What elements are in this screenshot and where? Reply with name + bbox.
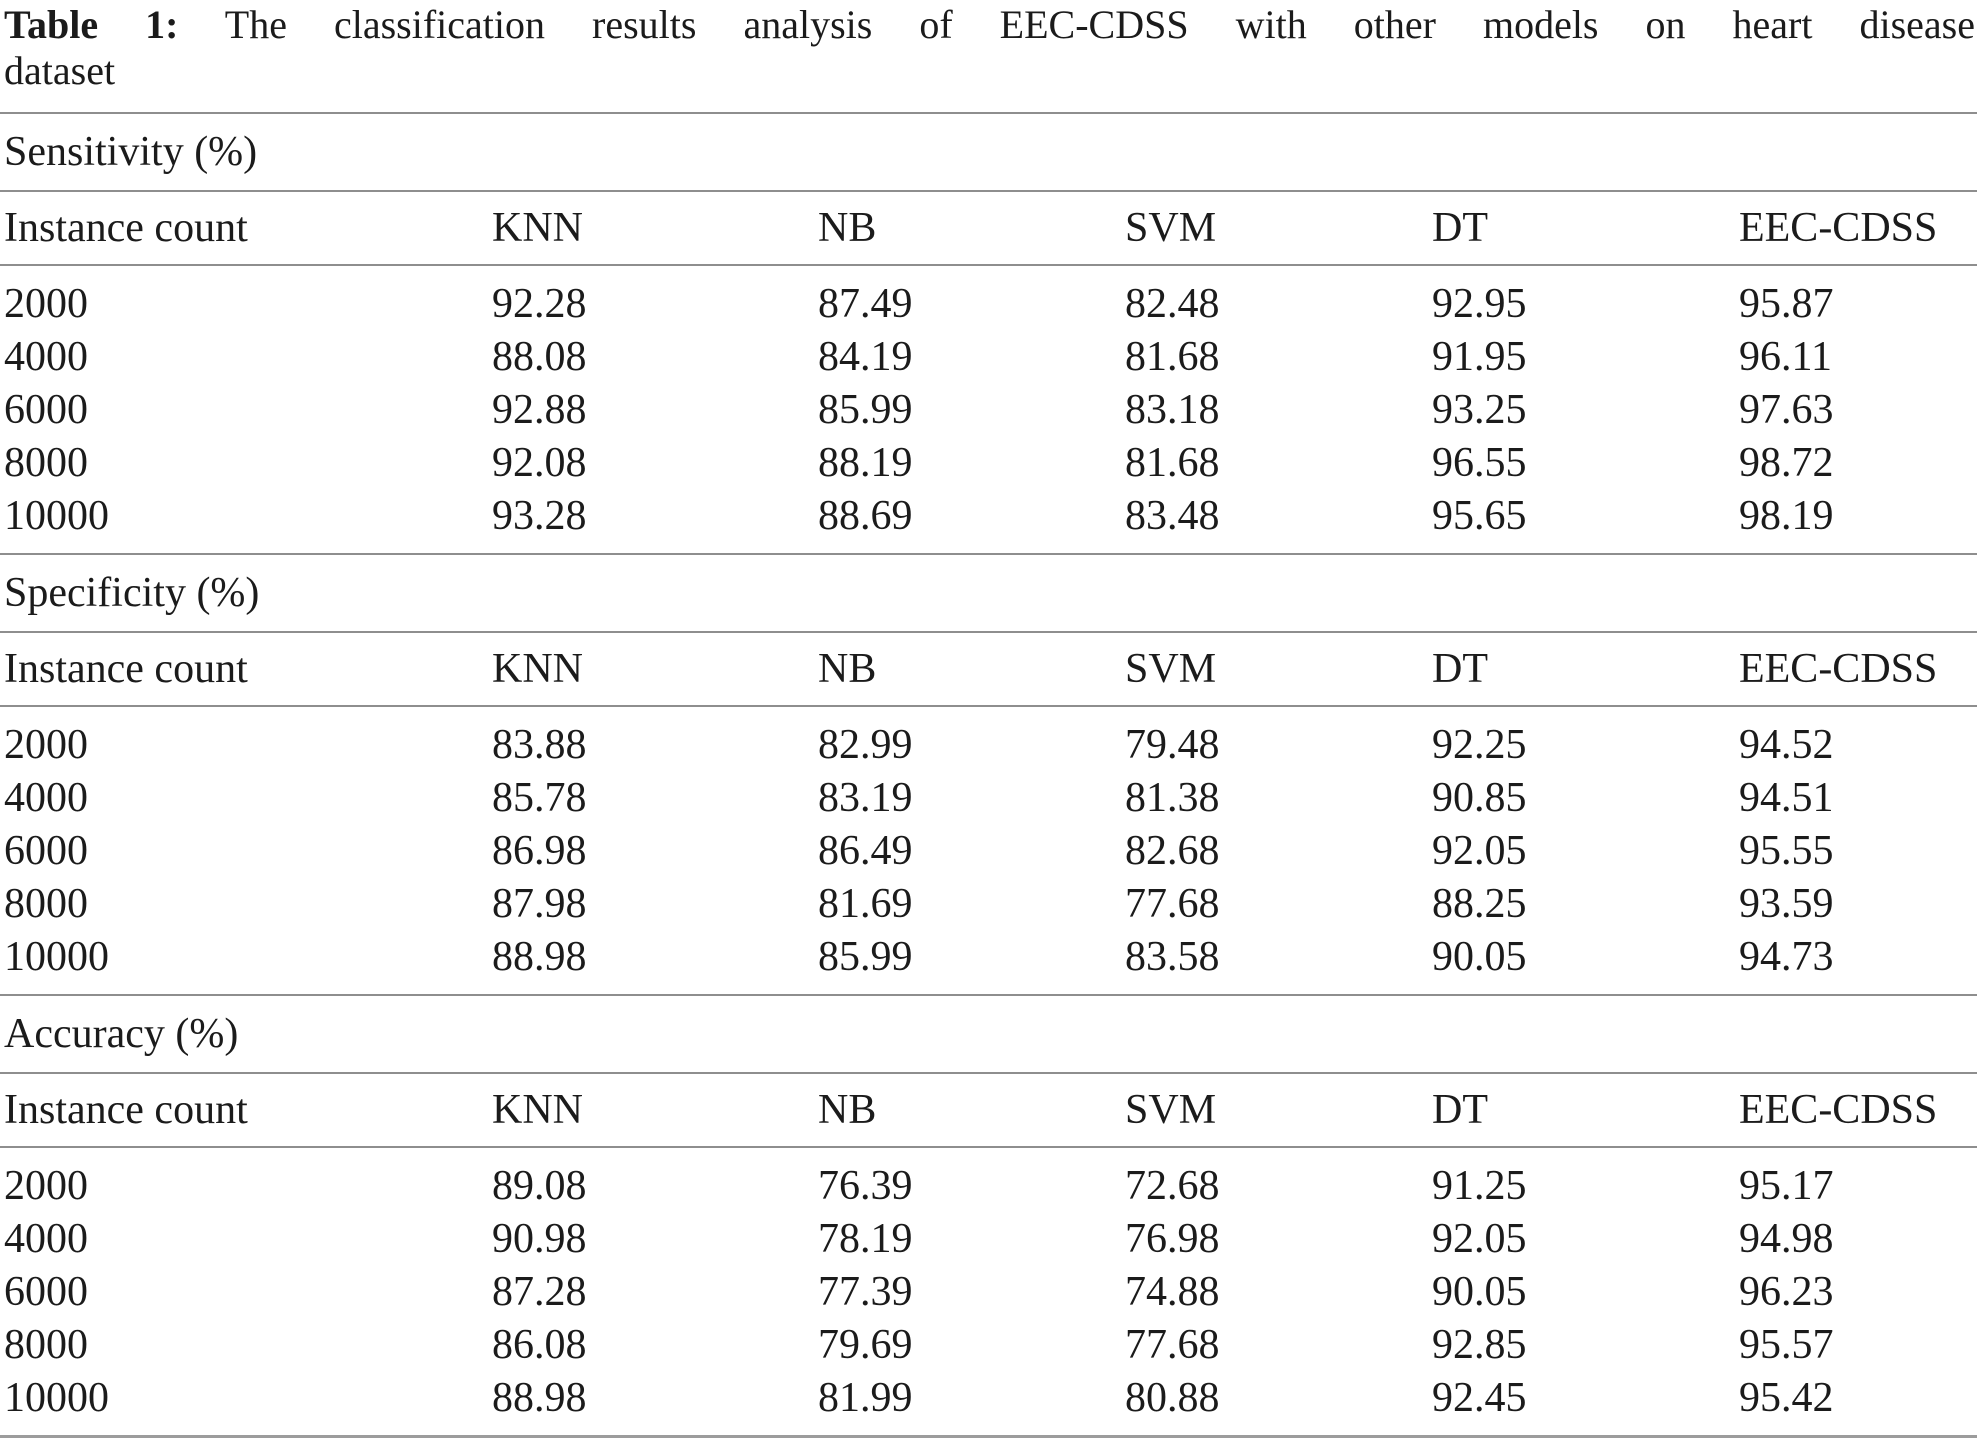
value-cell: 93.59 [1739,881,1834,927]
value-cell: 98.19 [1739,493,1834,539]
value-cell: 81.68 [1125,334,1220,380]
value-cell: 90.05 [1432,1269,1527,1315]
value-cell: 76.98 [1125,1216,1220,1262]
table-row [0,278,1977,331]
column-header-dt: DT [1432,1087,1488,1133]
value-cell: 97.63 [1739,387,1834,433]
value-cell: 94.51 [1739,775,1834,821]
table-row [0,1213,1977,1266]
table-row [0,437,1977,490]
value-cell: 88.98 [492,934,587,980]
value-cell: 94.98 [1739,1216,1834,1262]
table-caption-line2: dataset [4,48,116,93]
table-row [0,1266,1977,1319]
value-cell: 93.25 [1432,387,1527,433]
row-label-cell: 10000 [4,493,109,539]
value-cell: 81.99 [818,1375,913,1421]
value-cell: 87.28 [492,1269,587,1315]
value-cell: 90.85 [1432,775,1527,821]
value-cell: 83.88 [492,722,587,768]
row-label-cell: 10000 [4,934,109,980]
table-row [0,931,1977,984]
value-cell: 90.05 [1432,934,1527,980]
value-cell: 93.28 [492,493,587,539]
value-cell: 85.78 [492,775,587,821]
value-cell: 95.57 [1739,1322,1834,1368]
value-cell: 77.68 [1125,881,1220,927]
row-label-cell: 6000 [4,387,88,433]
value-cell: 82.99 [818,722,913,768]
value-cell: 92.85 [1432,1322,1527,1368]
column-header-nb: NB [818,1087,877,1133]
row-label-cell: 8000 [4,881,88,927]
column-header-knn: KNN [492,646,583,692]
value-cell: 96.23 [1739,1269,1834,1315]
value-cell: 82.68 [1125,828,1220,874]
value-cell: 96.55 [1432,440,1527,486]
value-cell: 84.19 [818,334,913,380]
value-cell: 92.05 [1432,1216,1527,1262]
section-body-specificity [0,705,1977,994]
value-cell: 86.49 [818,828,913,874]
column-header-eec-cdss: EEC-CDSS [1739,205,1938,251]
value-cell: 77.68 [1125,1322,1220,1368]
value-cell: 95.87 [1739,281,1834,327]
column-header-svm: SVM [1125,205,1217,251]
value-cell: 95.42 [1739,1375,1834,1421]
value-cell: 74.88 [1125,1269,1220,1315]
section-body-sensitivity [0,264,1977,553]
table-row [0,384,1977,437]
value-cell: 88.08 [492,334,587,380]
value-cell: 91.25 [1432,1163,1527,1209]
value-cell: 87.98 [492,881,587,927]
column-header-instance-count: Instance count [4,1087,248,1133]
value-cell: 77.39 [818,1269,913,1315]
value-cell: 83.19 [818,775,913,821]
table-row [0,719,1977,772]
row-label-cell: 8000 [4,1322,88,1368]
row-label-cell: 4000 [4,334,88,380]
row-label-cell: 2000 [4,722,88,768]
column-header-nb: NB [818,646,877,692]
value-cell: 92.05 [1432,828,1527,874]
value-cell: 79.69 [818,1322,913,1368]
column-header-row [0,1072,1977,1146]
value-cell: 95.55 [1739,828,1834,874]
value-cell: 83.18 [1125,387,1220,433]
value-cell: 78.19 [818,1216,913,1262]
value-cell: 96.11 [1739,334,1832,380]
value-cell: 89.08 [492,1163,587,1209]
section-heading-sensitivity: Sensitivity (%) [0,112,1977,190]
value-cell: 85.99 [818,387,913,433]
row-label-cell: 6000 [4,1269,88,1315]
column-header-eec-cdss: EEC-CDSS [1739,646,1938,692]
row-label-cell: 2000 [4,281,88,327]
value-cell: 92.08 [492,440,587,486]
column-header-instance-count: Instance count [4,646,248,692]
value-cell: 81.69 [818,881,913,927]
table-row [0,490,1977,543]
value-cell: 95.17 [1739,1163,1834,1209]
table-row [0,331,1977,384]
table-row [0,1319,1977,1372]
value-cell: 76.39 [818,1163,913,1209]
value-cell: 90.98 [492,1216,587,1262]
table-row [0,1160,1977,1213]
row-label-cell: 10000 [4,1375,109,1421]
column-header-knn: KNN [492,205,583,251]
row-label-cell: 4000 [4,775,88,821]
value-cell: 92.28 [492,281,587,327]
table-row [0,878,1977,931]
row-label-cell: 4000 [4,1216,88,1262]
section-body-accuracy [0,1146,1977,1435]
value-cell: 79.48 [1125,722,1220,768]
value-cell: 91.95 [1432,334,1527,380]
column-header-eec-cdss: EEC-CDSS [1739,1087,1938,1133]
value-cell: 92.25 [1432,722,1527,768]
value-cell: 95.65 [1432,493,1527,539]
value-cell: 92.45 [1432,1375,1527,1421]
table-caption-line1 [4,2,1975,48]
value-cell: 85.99 [818,934,913,980]
value-cell: 83.58 [1125,934,1220,980]
column-header-row [0,631,1977,705]
table-row [0,1372,1977,1425]
column-header-svm: SVM [1125,646,1217,692]
table-row [0,772,1977,825]
column-header-svm: SVM [1125,1087,1217,1133]
table-caption [0,0,1977,112]
value-cell: 92.88 [492,387,587,433]
column-header-row [0,190,1977,264]
value-cell: 88.98 [492,1375,587,1421]
value-cell: 81.38 [1125,775,1220,821]
table-number-label: Table 1: [4,2,179,47]
table-row [0,825,1977,878]
value-cell: 87.49 [818,281,913,327]
value-cell: 82.48 [1125,281,1220,327]
value-cell: 88.25 [1432,881,1527,927]
row-label-cell: 2000 [4,1163,88,1209]
value-cell: 94.73 [1739,934,1834,980]
table-caption-text: The classification results analysis of EEC-CDSS with other models on heart disease [224,2,1975,47]
value-cell: 88.19 [818,440,913,486]
column-header-nb: NB [818,205,877,251]
section-heading-accuracy: Accuracy (%) [0,994,1977,1072]
value-cell: 86.98 [492,828,587,874]
value-cell: 83.48 [1125,493,1220,539]
value-cell: 81.68 [1125,440,1220,486]
value-cell: 86.08 [492,1322,587,1368]
column-header-dt: DT [1432,205,1488,251]
value-cell: 72.68 [1125,1163,1220,1209]
value-cell: 80.88 [1125,1375,1220,1421]
column-header-dt: DT [1432,646,1488,692]
value-cell: 92.95 [1432,281,1527,327]
row-label-cell: 6000 [4,828,88,874]
value-cell: 98.72 [1739,440,1834,486]
column-header-knn: KNN [492,1087,583,1133]
value-cell: 88.69 [818,493,913,539]
row-label-cell: 8000 [4,440,88,486]
section-heading-specificity: Specificity (%) [0,553,1977,631]
column-header-instance-count: Instance count [4,205,248,251]
value-cell: 94.52 [1739,722,1834,768]
